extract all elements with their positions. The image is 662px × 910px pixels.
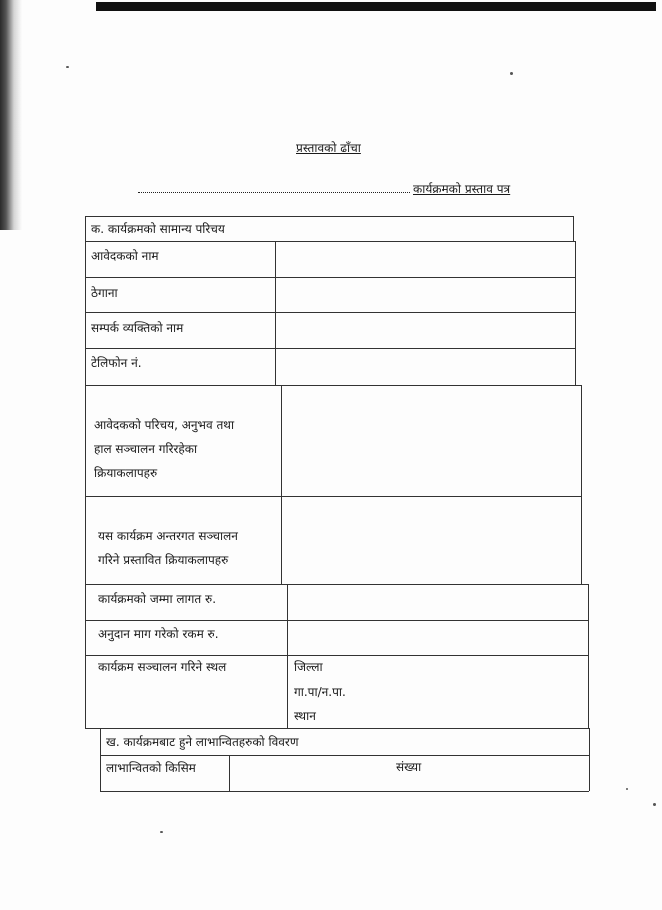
document-title: प्रस्तावको ढाँचा: [296, 141, 361, 155]
section-b-heading: ख. कार्यक्रमबाट हुने लाभान्वितहरुको विवरण: [106, 735, 299, 749]
location-place: स्थान: [294, 709, 316, 723]
scan-speck: [653, 803, 656, 806]
row-label-contact-person: सम्पर्क व्यक्तिको नाम: [91, 321, 184, 335]
row-label-applicant-intro-line3: क्रियाकलापहरु: [94, 466, 158, 480]
row-label-applicant-intro-line2: हाल सञ्चालन गरिरहेका: [94, 442, 198, 456]
scan-speck: [510, 72, 513, 75]
row-label-address: ठेगाना: [91, 286, 118, 300]
row-label-total-cost: कार्यक्रमको जम्मा लागत रु.: [98, 592, 217, 606]
row-label-proposed-activities-line1: यस कार्यक्रम अन्तरगत सञ्चालन: [98, 529, 238, 543]
location-district: जिल्ला: [294, 660, 323, 674]
row-label-grant-requested: अनुदान माग गरेको रकम रु.: [98, 627, 219, 641]
scan-edge-left: [0, 0, 22, 230]
scan-edge-top: [96, 2, 656, 11]
beneficiary-type-header: लाभान्वितको किसिम: [106, 761, 196, 775]
row-label-program-location: कार्यक्रम सञ्चालन गरिने स्थल: [98, 660, 227, 674]
scan-speck: [66, 66, 69, 68]
location-municipality: गा.पा/न.पा.: [294, 685, 346, 699]
row-label-telephone: टेलिफोन नं.: [91, 356, 142, 370]
scan-speck: [160, 831, 163, 833]
subtitle-text: कार्यक्रमको प्रस्ताव पत्र: [413, 182, 511, 196]
row-label-applicant-intro-line1: आवेदकको परिचय, अनुभव तथा: [94, 418, 235, 432]
section-a-heading: क. कार्यक्रमको सामान्य परिचय: [91, 222, 225, 236]
scan-speck: [626, 788, 628, 790]
row-label-proposed-activities-line2: गरिने प्रस्तावित क्रियाकलापहरु: [98, 553, 229, 567]
proposal-subtitle: [138, 180, 510, 197]
count-header: संख्या: [396, 760, 422, 774]
row-label-applicant-name: आवेदकको नाम: [91, 249, 159, 263]
fill-in-blank: [138, 183, 410, 193]
